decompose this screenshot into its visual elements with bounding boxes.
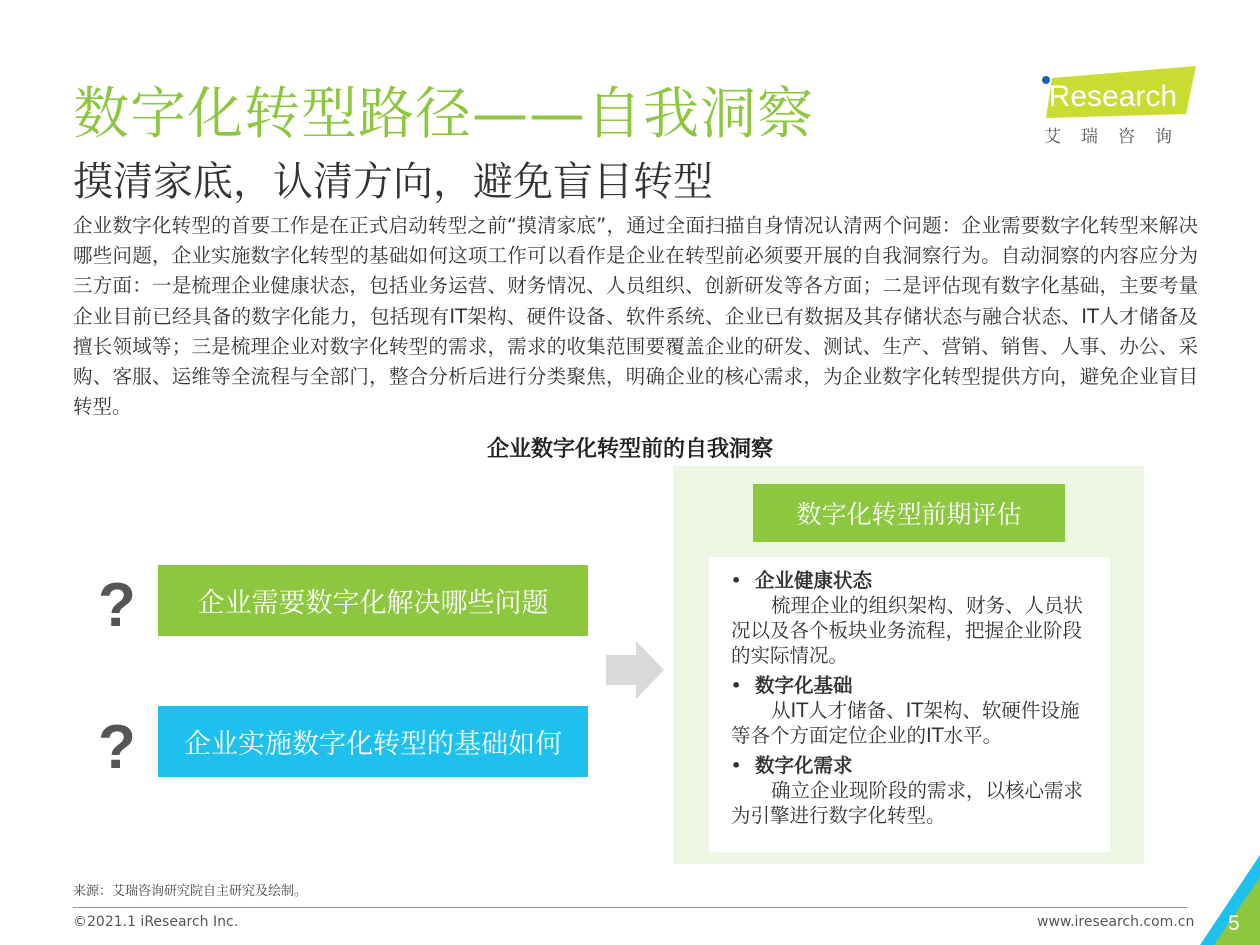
page-title: 数字化转型路径——自我洞察 <box>73 82 814 147</box>
question-mark-icon: ? <box>98 571 136 640</box>
question-mark-icon: ? <box>98 713 136 782</box>
assessment-item-title: 数字化需求 <box>755 754 853 777</box>
iresearch-logo-icon <box>1040 66 1198 118</box>
question-box-foundation: 企业实施数字化转型的基础如何 <box>158 706 588 777</box>
source-note: 来源：艾瑞咨询研究院自主研究及绘制。 <box>73 884 308 899</box>
assessment-item-title: 企业健康状态 <box>755 569 873 592</box>
corner-decoration-icon <box>1190 855 1260 945</box>
diagram-title: 企业数字化转型前的自我洞察 <box>486 437 773 462</box>
right-arrow-icon <box>606 641 664 699</box>
logo-wordmark: iResearch <box>1042 80 1178 113</box>
assessment-item-desc: 梳理企业的组织架构、财务、人员状况以及各个板块业务流程，把握企业阶段的实际情况。 <box>731 594 1084 667</box>
logo-cn-text: 艾瑞咨询 <box>1044 127 1192 147</box>
page-subtitle: 摸清家底，认清方向，避免盲目转型 <box>73 159 713 205</box>
assessment-item <box>731 754 1092 828</box>
assessment-panel-header: 数字化转型前期评估 <box>753 484 1065 542</box>
bullet-icon: • <box>731 756 742 775</box>
intro-paragraph: 企业数字化转型的首要工作是在正式启动转型之前“摸清家底”，通过全面扫描自身情况认清两个问题：企业需要数字化转型来解决哪些问题，企业实施数字化转型的基础如何这项工作可以看作是企业在转型前必须要开展的自我洞察行为。自动洞察的内容应分为三方面：一是梳理企业健康状态，包括业务运营、财务情况、人员组织、创新研发等各方面；二是评估现有数字化基础，主要考量企业目前已经具备的数字化能力，包括现有IT架构、硬件设备、软件系统、企业已有数据及其存储状态与融合状态、IT人才储备及擅长领域等；三是梳理企业对数字化转型的需求，需求的收集范围要覆盖企业的研发、测试、生产、营销、销售、人事、办公、采购、客服、运维等全流程与全部门，整合分析后进行分类聚焦，明确企业的核心需求，为企业数字化转型提供方向，避免企业盲目转型。 <box>73 214 1198 419</box>
bullet-icon: • <box>731 676 742 695</box>
assessment-item-desc: 从IT人才储备、IT架构、软硬件设施等各个方面定位企业的IT水平。 <box>731 699 1080 747</box>
assessment-panel-body <box>709 557 1110 852</box>
assessment-item <box>731 569 1092 668</box>
assessment-item-desc: 确立企业现阶段的需求，以核心需求为引擎进行数字化转型。 <box>731 779 1084 827</box>
assessment-item <box>731 674 1092 748</box>
assessment-item-title: 数字化基础 <box>755 674 853 697</box>
footer-divider <box>73 907 1187 908</box>
website-link[interactable]: www.iresearch.com.cn <box>1037 914 1195 930</box>
question-box-problems: 企业需要数字化解决哪些问题 <box>158 565 588 636</box>
bullet-icon: • <box>731 571 742 590</box>
page-number: 5 <box>1228 912 1240 935</box>
copyright: ©2021.1 iResearch Inc. <box>73 914 239 930</box>
